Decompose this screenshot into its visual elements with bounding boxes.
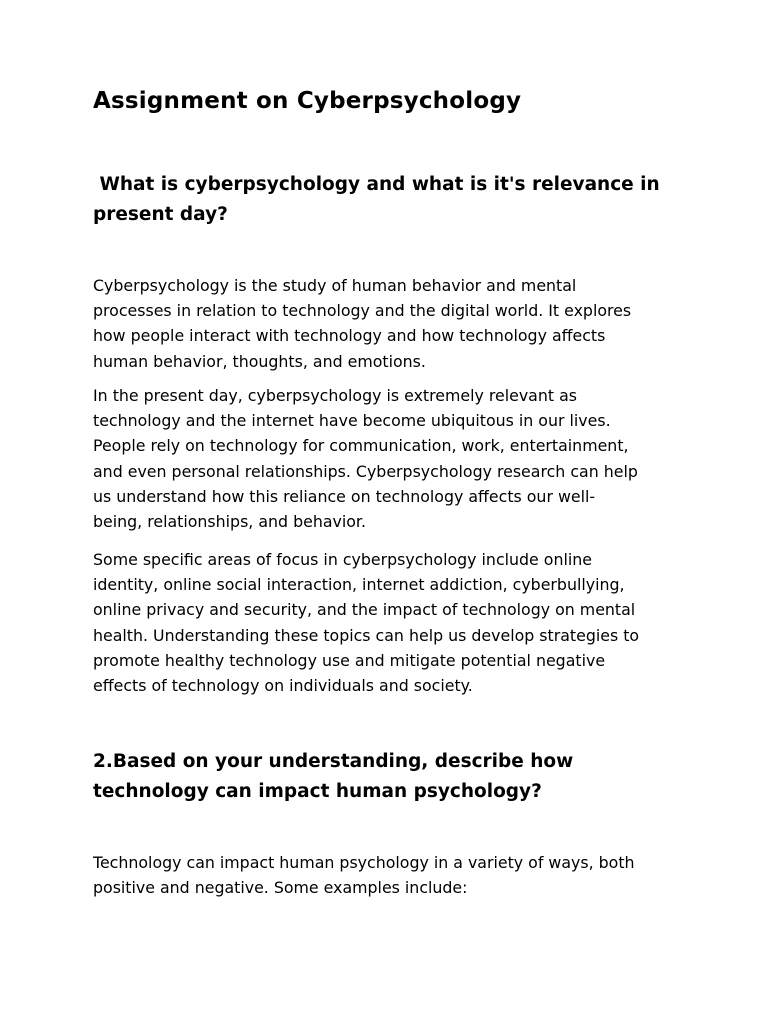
- document-title: Assignment on Cyberpsychology: [93, 88, 522, 114]
- paragraph-line: being, relationships, and behavior.: [93, 512, 366, 532]
- paragraph-impact-intro: [93, 850, 693, 900]
- question-2-heading: 2.Based on your understanding, describe how technology can impact human psychology?: [93, 751, 580, 802]
- paragraph-line: and even personal relationships. Cyberpsychology research can help: [93, 461, 638, 481]
- paragraph-line: processes in relation to technology and the digital world. It explores: [93, 301, 632, 321]
- paragraph-line: online privacy and security, and the impact of technology on mental: [93, 600, 636, 620]
- paragraph-line: effects of technology on individuals and society.: [93, 676, 473, 696]
- paragraph-line: promote healthy technology use and mitigate potential negative: [93, 650, 606, 670]
- paragraph-line: Technology can impact human psychology in a variety of ways, both: [93, 853, 635, 872]
- paragraph-line: People rely on technology for communication, work, entertainment,: [93, 436, 629, 456]
- paragraph-line: how people interact with technology and how technology affects: [93, 326, 606, 346]
- paragraph-line: In the present day, cyberpsychology is extremely relevant as: [93, 386, 577, 405]
- paragraph-line: Some specific areas of focus in cyberpsychology include online: [93, 550, 592, 569]
- paragraph-line: technology and the internet have become ubiquitous in our lives.: [93, 411, 611, 431]
- paragraph-line: Cyberpsychology is the study of human behavior and mental: [93, 276, 577, 295]
- paragraph-relevance: [93, 383, 693, 534]
- paragraph-line: identity, online social interaction, internet addiction, cyberbullying,: [93, 575, 625, 595]
- paragraph-focus-areas: [93, 547, 693, 698]
- paragraph-line: health. Understanding these topics can help us develop strategies to: [93, 625, 640, 645]
- paragraph-definition: [93, 273, 693, 374]
- paragraph-line: human behavior, thoughts, and emotions.: [93, 351, 426, 371]
- paragraph-line: positive and negative. Some examples include:: [93, 878, 468, 898]
- question-1-heading: What is cyberpsychology and what is it's relevance in present day?: [93, 174, 667, 225]
- paragraph-line: us understand how this reliance on technology affects our well-: [93, 486, 596, 506]
